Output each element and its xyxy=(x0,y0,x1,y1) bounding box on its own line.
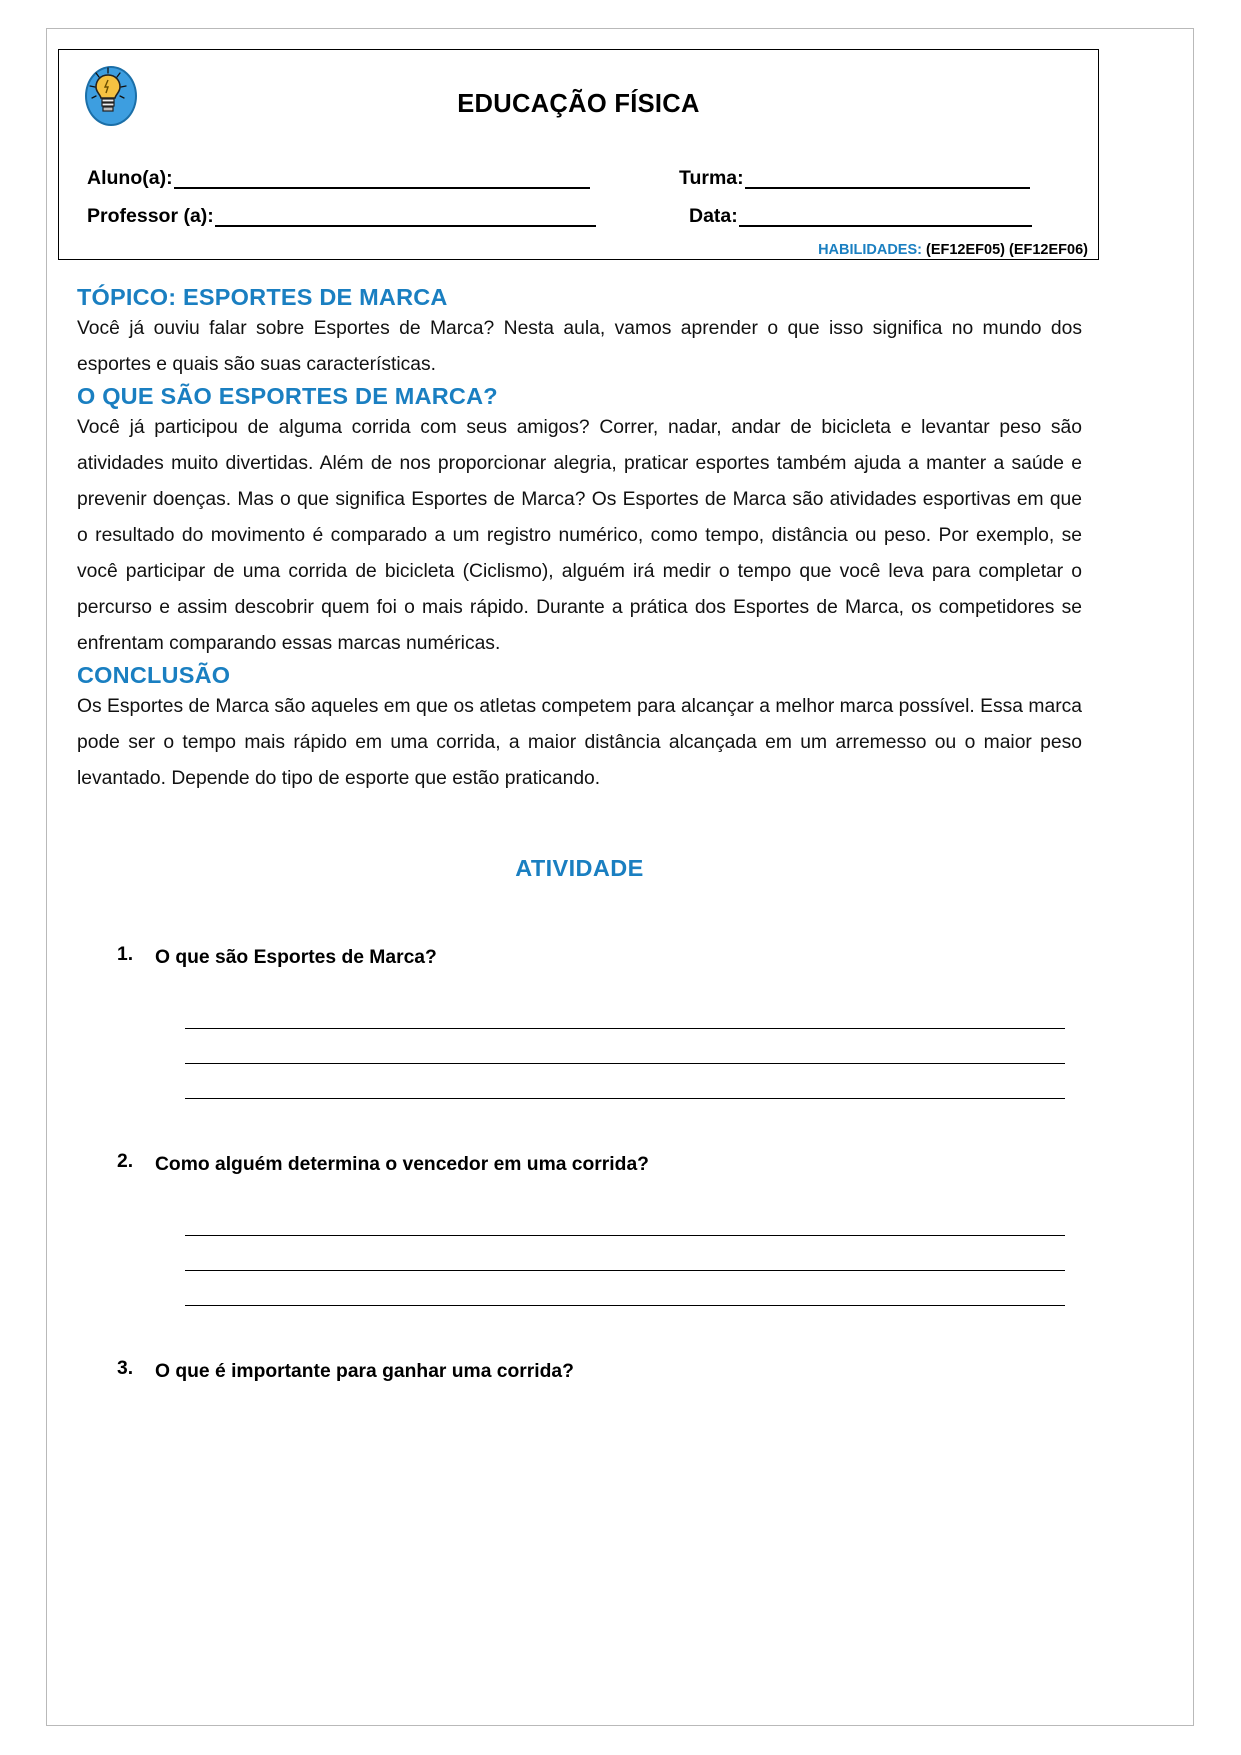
question-item xyxy=(77,1358,1082,1386)
answer-line[interactable] xyxy=(185,1029,1065,1064)
turma-input-rule[interactable] xyxy=(745,170,1030,189)
skills-line xyxy=(818,242,1088,258)
skills-codes: (EF12EF05) (EF12EF06) xyxy=(926,242,1088,258)
section-heading-conclusao: CONCLUSÃO xyxy=(77,662,231,688)
section-body-oque-sao: Você já participou de alguma corrida com seus amigos? Correr, nadar, andar de bicicleta e levantar peso são atividades muito divertidas. Além de nos proporcionar alegria, praticar esportes também ajuda a manter a saúde e prevenir doenças. Mas o que significa Esportes de Marca? Os Esportes de Marca são atividades esportivas em que o resultado do movimento é comparado a um registro numérico, como tempo, distância ou peso. Por exemplo, se você participar de uma corrida de bicicleta (Ciclismo), alguém irá medir o tempo que você leva para completar o percurso e assim descobrir quem foi o mais rápido. Durante a prática dos Esportes de Marca, os competidores se enfrentam comparando essas marcas numéricas. xyxy=(77,417,1082,654)
professor-label: Professor (a): xyxy=(87,205,214,227)
activity-questions xyxy=(77,944,1082,1386)
aluno-input-rule[interactable] xyxy=(174,170,590,189)
header-box xyxy=(58,49,1099,260)
answer-lines[interactable] xyxy=(185,994,1082,1099)
question-text: O que é importante para ganhar uma corrida? xyxy=(155,1361,574,1382)
turma-field[interactable] xyxy=(679,169,1030,189)
question-text: O que são Esportes de Marca? xyxy=(155,947,437,968)
question-number: 2. xyxy=(117,1151,134,1172)
answer-line[interactable] xyxy=(185,1271,1065,1306)
question-item xyxy=(77,944,1082,1099)
data-field[interactable] xyxy=(689,207,1032,227)
professor-field[interactable] xyxy=(87,207,596,227)
professor-input-rule[interactable] xyxy=(215,208,596,227)
skills-label: HABILIDADES: xyxy=(818,242,922,258)
question-number: 3. xyxy=(117,1358,134,1379)
question-number: 1. xyxy=(117,944,134,965)
answer-line[interactable] xyxy=(185,1201,1065,1236)
question-item xyxy=(77,1151,1082,1306)
activity-heading: ATIVIDADE xyxy=(515,855,644,881)
worksheet-content xyxy=(77,284,1082,1386)
page-title: EDUCAÇÃO FÍSICA xyxy=(457,90,700,118)
answer-line[interactable] xyxy=(185,1064,1065,1099)
aluno-label: Aluno(a): xyxy=(87,167,173,189)
answer-line[interactable] xyxy=(185,994,1065,1029)
section-heading-oque-sao: O QUE SÃO ESPORTES DE MARCA? xyxy=(77,383,498,409)
aluno-field[interactable] xyxy=(87,169,590,189)
field-row-2 xyxy=(59,207,1098,237)
field-row-1 xyxy=(59,169,1098,199)
data-input-rule[interactable] xyxy=(739,208,1032,227)
data-label: Data: xyxy=(689,205,738,227)
section-body-conclusao: Os Esportes de Marca são aqueles em que os atletas competem para alcançar a melhor marca possível. Essa marca pode ser o tempo mais rápido em uma corrida, a maior distância alcançada em um arremesso ou o maior peso levantado. Depende do tipo de esporte que estão praticando. xyxy=(77,696,1082,789)
turma-label: Turma: xyxy=(679,167,744,189)
answer-lines[interactable] xyxy=(185,1201,1082,1306)
section-body-topico: Você já ouviu falar sobre Esportes de Marca? Nesta aula, vamos aprender o que isso significa no mundo dos esportes e quais são suas características. xyxy=(77,318,1082,375)
worksheet-page xyxy=(46,28,1194,1726)
section-heading-topico: TÓPICO: ESPORTES DE MARCA xyxy=(77,284,448,310)
question-text: Como alguém determina o vencedor em uma corrida? xyxy=(155,1154,649,1175)
answer-line[interactable] xyxy=(185,1236,1065,1271)
